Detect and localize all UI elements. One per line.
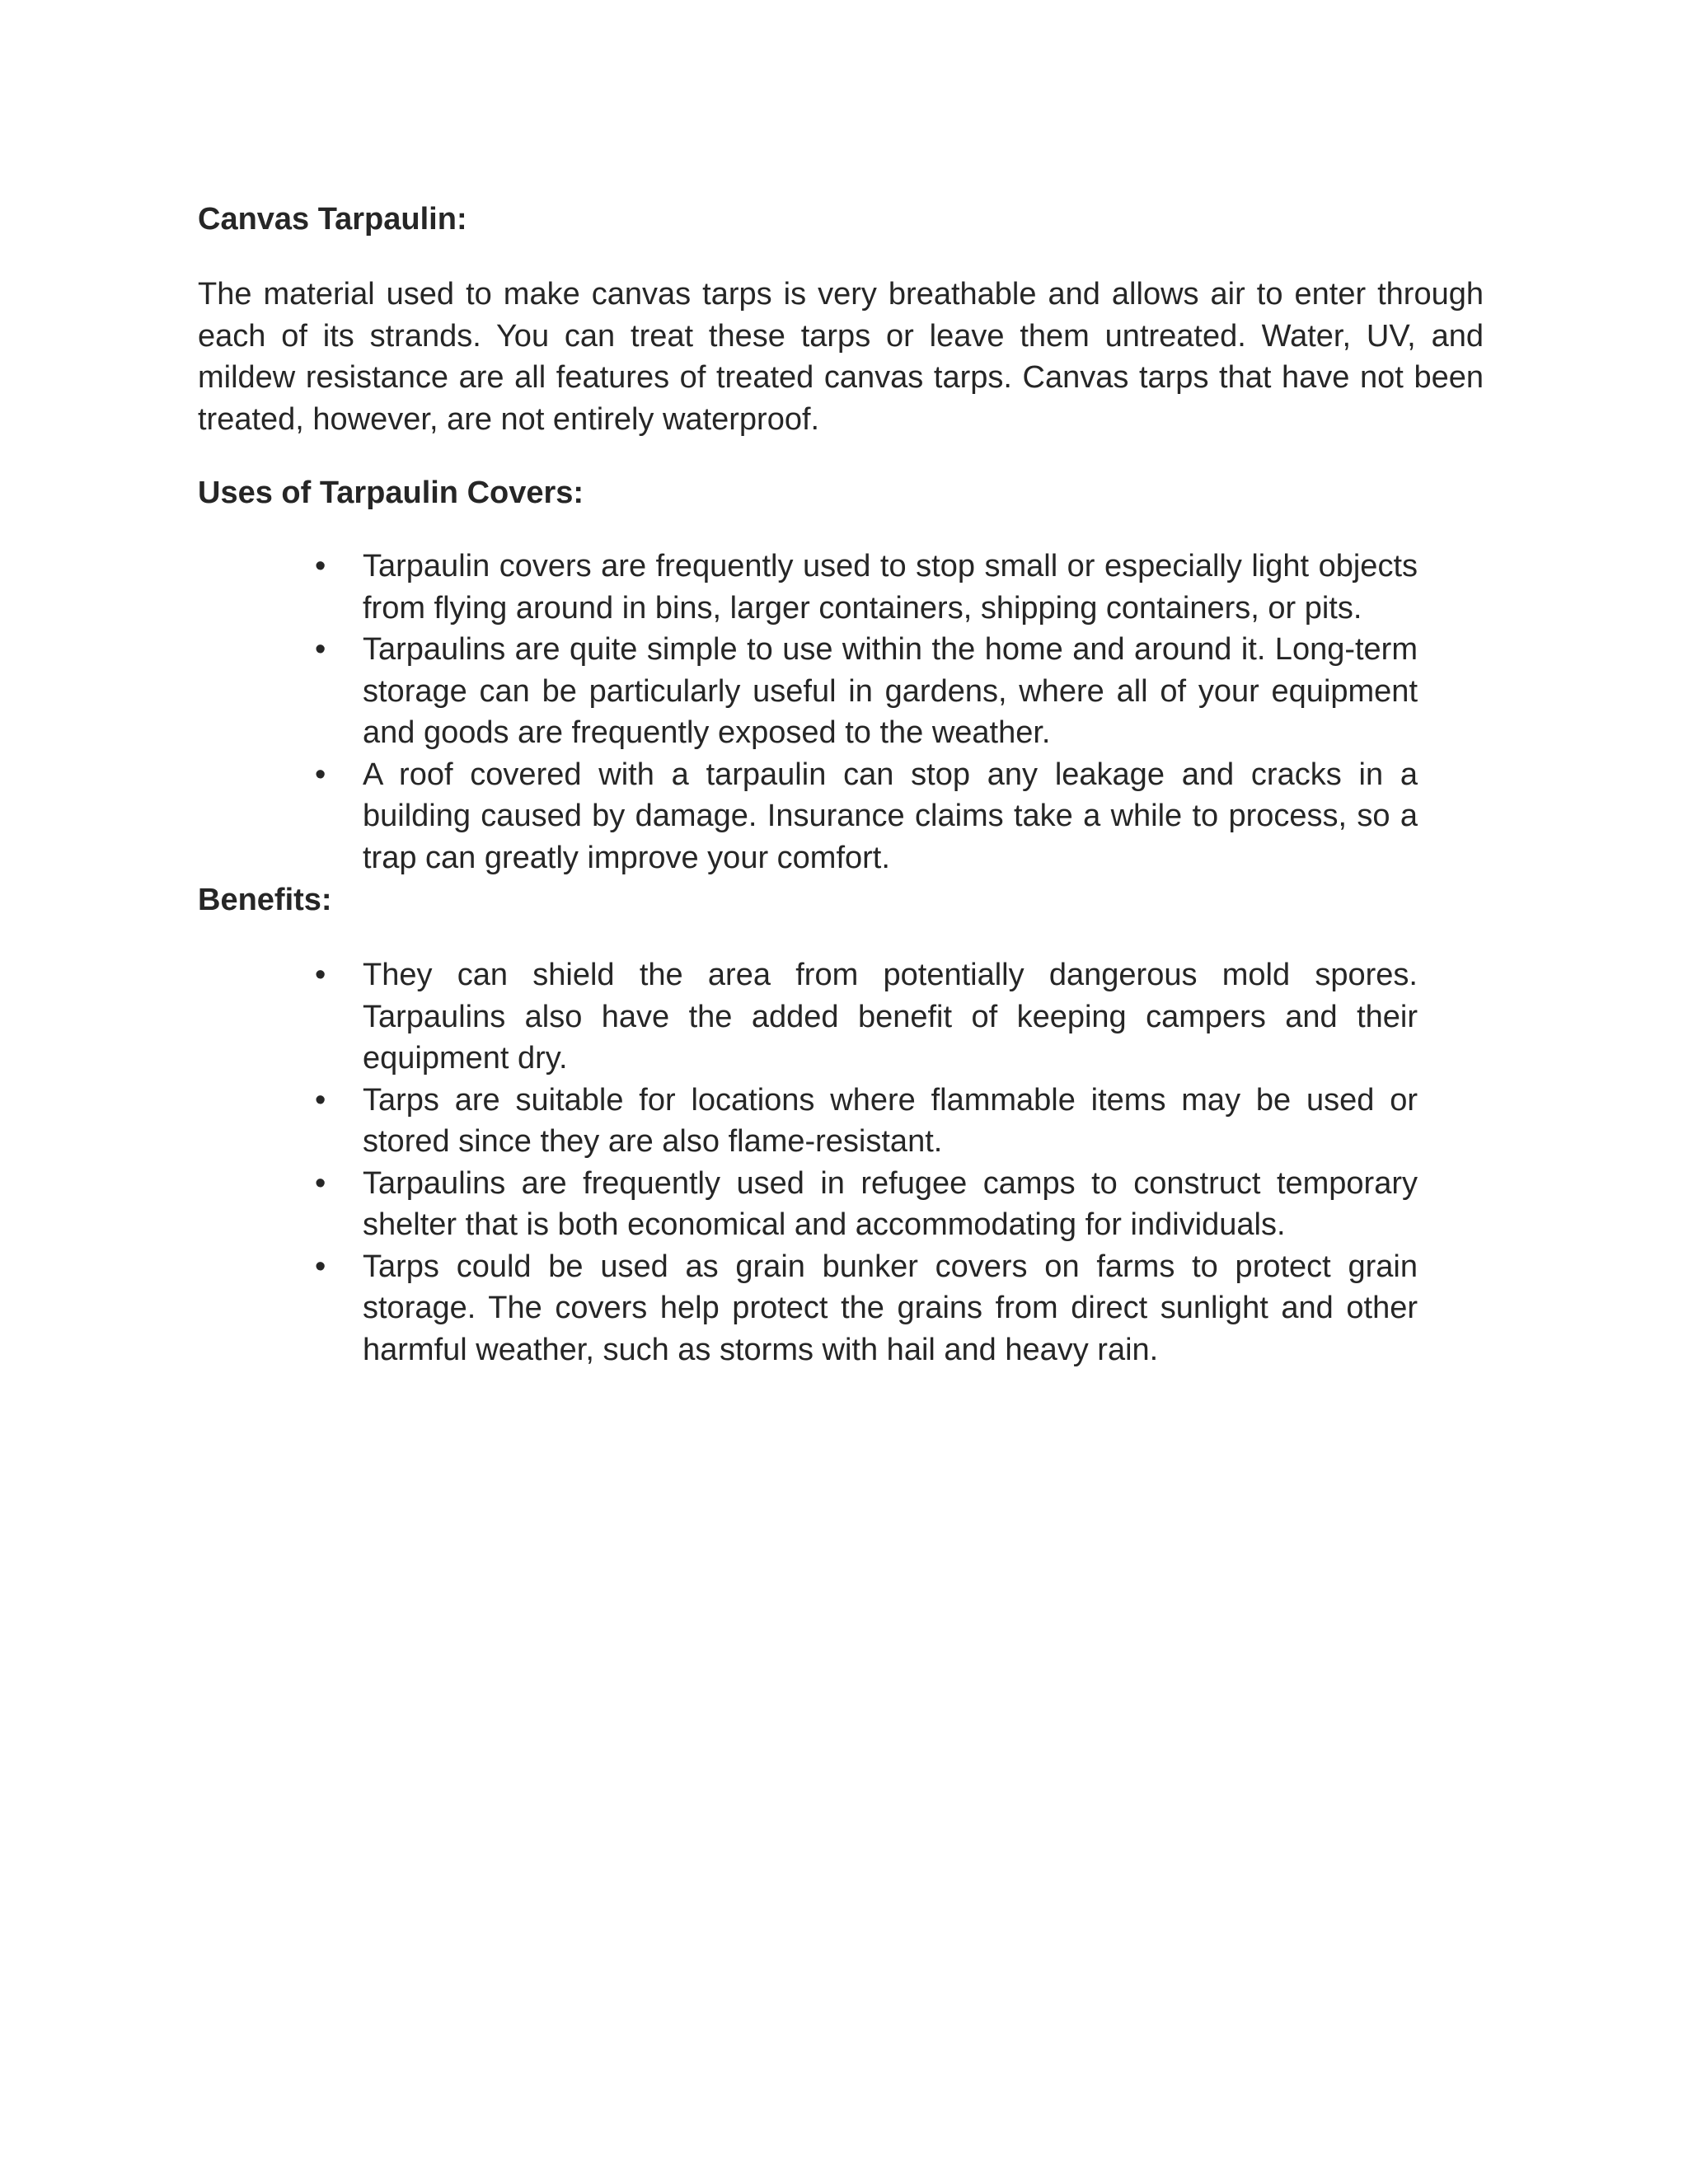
- canvas-tarpaulin-heading: Canvas Tarpaulin:: [198, 202, 467, 237]
- list-item: [315, 1080, 1418, 1163]
- list-item-text: They can shield the area from potentially dangerous mold spores. Tarpaulins also have the added benefit of keeping campers and their equipment dry.: [363, 958, 1418, 1076]
- benefits-heading: Benefits:: [198, 883, 332, 917]
- canvas-tarpaulin-paragraph: The material used to make canvas tarps is very breathable and allows air to enter through each of its strands. You can treat these tarps or leave them untreated. Water, UV, and mildew resistance are all features of treated canvas tarps. Canvas tarps that have not been treated, however, are not entirely waterproof.: [198, 277, 1484, 437]
- bullet-icon: •: [315, 1165, 326, 1201]
- list-item-text: Tarpaulins are quite simple to use within the home and around it. Long-term storage can be particularly useful in gardens, where all of your equipment and goods are frequently exposed to the weather.: [363, 632, 1418, 750]
- document-page: [198, 198, 1484, 1371]
- uses-heading: Uses of Tarpaulin Covers:: [198, 476, 584, 510]
- benefits-list: [198, 954, 1418, 1371]
- bullet-icon: •: [315, 1082, 326, 1118]
- bullet-icon: •: [315, 1249, 326, 1284]
- bullet-icon: •: [315, 757, 326, 792]
- uses-list: [198, 546, 1418, 879]
- list-item: [315, 754, 1418, 879]
- list-item: [315, 954, 1418, 1080]
- bullet-icon: •: [315, 632, 326, 667]
- list-item-text: Tarpaulin covers are frequently used to stop small or especially light objects from flying around in bins, larger containers, shipping containers, or pits.: [363, 549, 1418, 626]
- list-item: [315, 1246, 1418, 1371]
- list-item-text: Tarps could be used as grain bunker covers on farms to protect grain storage. The covers help protect the grains from direct sunlight and other harmful weather, such as storms with hail and heavy rain.: [363, 1249, 1418, 1367]
- list-item-text: A roof covered with a tarpaulin can stop any leakage and cracks in a building caused by damage. Insurance claims take a while to process, so a trap can greatly improve your comfort.: [363, 757, 1418, 875]
- list-item-text: Tarps are suitable for locations where flammable items may be used or stored since they are also flame-resistant.: [363, 1082, 1418, 1159]
- bullet-icon: •: [315, 549, 326, 583]
- list-item: [315, 629, 1418, 754]
- list-item-text: Tarpaulins are frequently used in refugee camps to construct temporary shelter that is both economical and accommodating for individuals.: [363, 1165, 1418, 1242]
- bullet-icon: •: [315, 958, 326, 992]
- list-item: [315, 1163, 1418, 1246]
- list-item: [315, 546, 1418, 629]
